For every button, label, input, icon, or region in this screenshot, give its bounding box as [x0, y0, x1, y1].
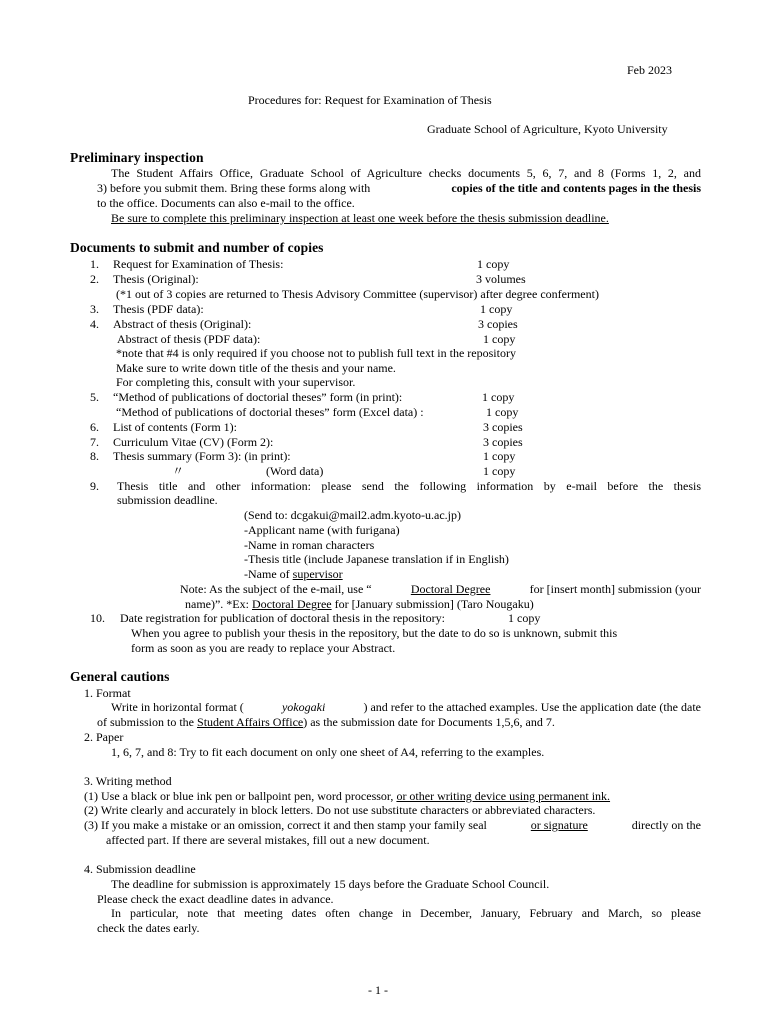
doc-item-10-line-2: form as soon as you are ready to replace your Abstract. [131, 641, 396, 655]
doc-item-9-send-to: (Send to: dcgakui@mail2.adm.kyoto-u.ac.jp) [244, 508, 462, 522]
preliminary-line-2 [97, 181, 701, 196]
caution-3-line-4: affected part. If there are several mistakes, fill out a new document. [106, 833, 430, 847]
caution-1-line-2-u: Student Affairs Office [197, 715, 304, 729]
preliminary-line-2-text: 3) before you submit them. Bring these forms along with [97, 181, 371, 195]
doc-item-8b-label: (Word data) [266, 464, 324, 478]
doc-item-8b-copies: 1 copy [483, 464, 516, 478]
doc-item-4b-copies: 1 copy [483, 332, 516, 346]
preliminary-line-2-bold: copies of the title and contents pages in the thesis [451, 181, 701, 195]
doc-item-4-note-2: Make sure to write down title of the thesis and your name. [116, 361, 396, 375]
caution-3-line-1-u: or other writing device using permanent ink. [396, 789, 611, 803]
doc-item-5-num: 5. [90, 390, 99, 404]
caution-1-line-2-pre: of submission to the [97, 715, 198, 729]
caution-3-line-1 [84, 789, 610, 804]
doc-item-9-supervisor-text: -Name of [244, 567, 293, 581]
doc-item-5-copies: 1 copy [482, 390, 515, 404]
doc-item-9-applicant: -Applicant name (with furigana) [244, 523, 400, 537]
doc-item-9-line-1: Thesis title and other information: please send the following information by e-mail before the thesis [117, 479, 701, 493]
doc-item-4-note-1: *note that #4 is only required if you choose not to publish full text in the repository [116, 346, 516, 360]
caution-3-line-3 [84, 818, 701, 833]
doc-item-4-copies: 3 copies [478, 317, 518, 331]
caution-1-title: 1. Format [84, 686, 131, 700]
doc-item-8-label: Thesis summary (Form 3): (in print): [113, 449, 291, 463]
caution-1-line-1-pre: Write in horizontal format ( [111, 700, 244, 714]
doc-item-9-line-2: submission deadline. [117, 493, 218, 507]
document-date: Feb 2023 [627, 63, 672, 77]
doc-item-9-roman: -Name in roman characters [244, 538, 375, 552]
doc-item-9-note-1-post: for [insert month] submission (your [529, 582, 701, 596]
preliminary-line-3: to the office. Documents can also e-mail to the office. [97, 196, 355, 210]
doc-item-2-note: (*1 out of 3 copies are returned to Thesis Advisory Committee (supervisor) after degree conferment) [116, 287, 599, 301]
doc-item-1-num: 1. [90, 257, 99, 271]
doc-item-8-num: 8. [90, 449, 99, 463]
doc-item-5-label: “Method of publications of doctorial theses” form (in print): [113, 390, 403, 404]
doc-item-10-copies: 1 copy [508, 611, 541, 625]
preliminary-deadline-note: Be sure to complete this preliminary inspection at least one week before the thesis submission deadline. [111, 211, 609, 225]
caution-1-line-1 [111, 700, 701, 715]
doc-item-5b-copies: 1 copy [486, 405, 519, 419]
doc-item-7-label: Curriculum Vitae (CV) (Form 2): [113, 435, 274, 449]
caution-2-line-1: 1, 6, 7, and 8: Try to fit each document on only one sheet of A4, referring to the examples. [111, 745, 545, 759]
doc-item-10-label: Date registration for publication of doctoral thesis in the repository: [120, 611, 445, 625]
doc-item-6-copies: 3 copies [483, 420, 523, 434]
doc-item-3-copies: 1 copy [480, 302, 513, 316]
doc-item-8b-ditto: 〃 [172, 464, 185, 478]
caution-3-line-2: (2) Write clearly and accurately in block letters. Do not use substitute characters or abbreviated characters. [84, 803, 596, 817]
doc-item-9-note-2-pre: name)”. *Ex: [185, 597, 252, 611]
doc-item-10-line-1: When you agree to publish your thesis in the repository, but the date to do so is unknown, submit this [131, 626, 618, 640]
preliminary-heading: Preliminary inspection [70, 150, 204, 165]
doc-item-3-num: 3. [90, 302, 99, 316]
caution-4-line-3: In particular, note that meeting dates often change in December, January, February and March, so please [111, 906, 701, 920]
doc-item-9-note-1-pre: Note: As the subject of the e-mail, use “ [180, 582, 372, 596]
doc-item-9-note-2 [185, 597, 534, 612]
doc-item-10-num: 10. [90, 611, 105, 625]
doc-item-9-note-2-u: Doctoral Degree [251, 597, 332, 611]
doc-item-7-num: 7. [90, 435, 99, 449]
doc-item-6-label: List of contents (Form 1): [113, 420, 237, 434]
caution-3-line-1-pre: (1) Use a black or blue ink pen or ballpoint pen, word processor, [84, 789, 397, 803]
doc-item-9-num: 9. [90, 479, 99, 493]
doc-item-8-copies: 1 copy [483, 449, 516, 463]
caution-1-line-1-it: yokogaki [281, 700, 326, 714]
caution-1-line-2-post: ) as the submission date for Documents 1,5,6, and 7. [303, 715, 555, 729]
preliminary-line-1: The Student Affairs Office, Graduate School of Agriculture checks documents 5, 6, 7, and 8 (Forms 1, 2, and [111, 166, 701, 180]
doc-item-9-note-1 [180, 582, 701, 597]
cautions-heading: General cautions [70, 669, 170, 684]
caution-1-line-2 [97, 715, 555, 730]
page-number: - 1 - [368, 983, 388, 997]
doc-item-3-label: Thesis (PDF data): [113, 302, 204, 316]
doc-item-1-label: Request for Examination of Thesis: [113, 257, 284, 271]
doc-item-9-note-2-post: for [January submission] (Taro Nougaku) [331, 597, 534, 611]
doc-item-6-num: 6. [90, 420, 99, 434]
doc-item-9-note-1-u: Doctoral Degree [410, 582, 491, 596]
caution-3-title: 3. Writing method [84, 774, 172, 788]
caution-4-title: 4. Submission deadline [84, 862, 196, 876]
doc-item-2-copies: 3 volumes [476, 272, 526, 286]
documents-heading: Documents to submit and number of copies [70, 240, 324, 255]
caution-4-line-2: Please check the exact deadline dates in advance. [97, 892, 334, 906]
caution-2-title: 2. Paper [84, 730, 124, 744]
caution-3-line-3-pre: (3) If you make a mistake or an omission, correct it and then stamp your family seal [84, 818, 487, 832]
caution-1-line-1-post: ) and refer to the attached examples. Use the application date (the date [363, 700, 701, 714]
doc-item-1-copies: 1 copy [477, 257, 510, 271]
doc-item-9-supervisor [244, 567, 343, 582]
doc-item-4-label: Abstract of thesis (Original): [113, 317, 252, 331]
doc-item-2-num: 2. [90, 272, 99, 286]
caution-4-line-4: check the dates early. [97, 921, 200, 935]
doc-item-2-label: Thesis (Original): [113, 272, 199, 286]
caution-4-line-1: The deadline for submission is approximately 15 days before the Graduate School Council. [111, 877, 550, 891]
doc-item-9-title: -Thesis title (include Japanese translation if in English) [244, 552, 509, 566]
caution-3-line-3-post: directly on the [631, 818, 701, 832]
doc-item-5b-label: “Method of publications of doctorial theses” form (Excel data) : [116, 405, 424, 419]
document-title: Procedures for: Request for Examination of Thesis [248, 93, 492, 107]
caution-3-line-3-u: or signature [530, 818, 588, 832]
doc-item-4-note-3: For completing this, consult with your supervisor. [116, 375, 356, 389]
doc-item-7-copies: 3 copies [483, 435, 523, 449]
school-name: Graduate School of Agriculture, Kyoto University [427, 122, 668, 136]
doc-item-4-num: 4. [90, 317, 99, 331]
doc-item-4b-label: Abstract of thesis (PDF data): [117, 332, 261, 346]
doc-item-9-supervisor-u: supervisor [292, 567, 343, 581]
